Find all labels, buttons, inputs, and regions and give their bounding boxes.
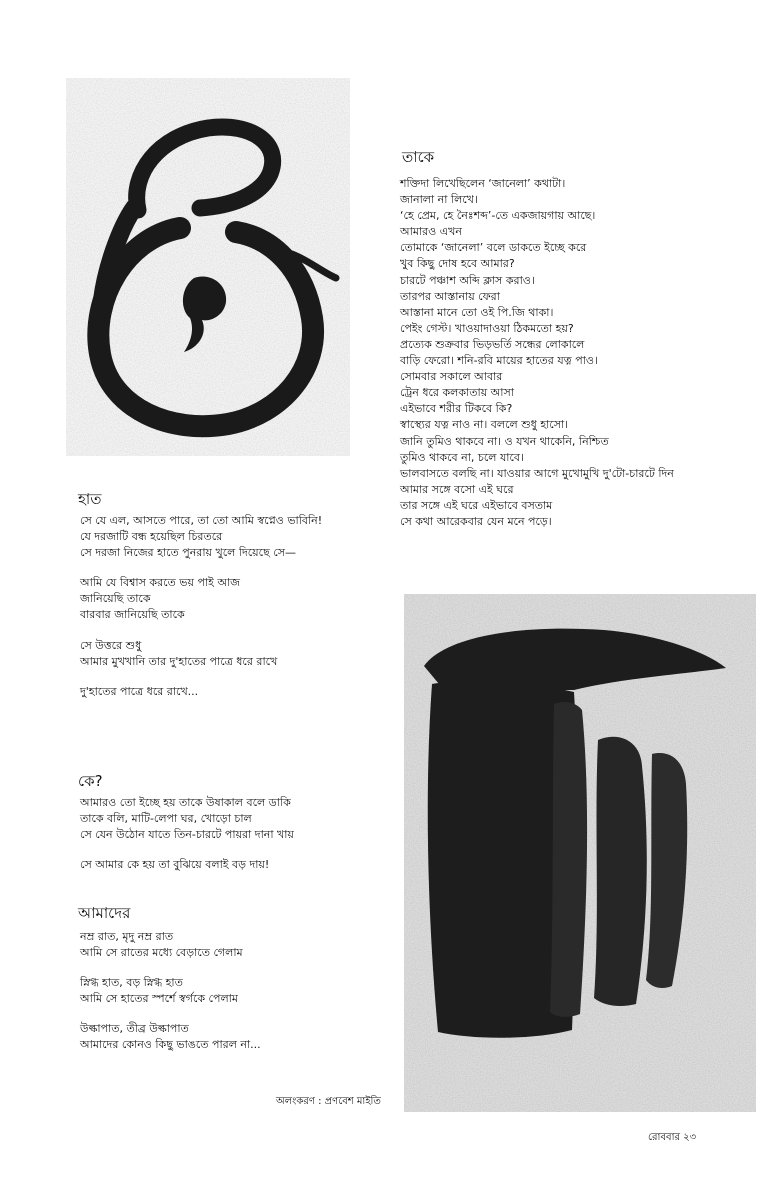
poem-line: উল্কাপাত, তীব্র উল্কাপাত	[80, 1022, 189, 1036]
poem-line: বাড়ি ফেরো। শনি-রবি মায়ের হাতের যত্ন পাও।	[400, 354, 598, 368]
poem-title-haat: হাত	[78, 490, 102, 508]
stanza-break	[80, 1007, 261, 1021]
poem-line: ‘হে প্রেম, হে নৈঃশব্দ’-তে একজায়গায় আছে।	[400, 209, 596, 223]
poem-line: আমার মুখখানি তার দু'হাতের পাত্রে ধরে রাখে	[80, 654, 278, 668]
poem-line: আমি যে বিশ্বাস করতে ভয় পাই আজ	[80, 576, 241, 590]
stanza-break	[80, 670, 322, 684]
poem-line: স্নিগ্ধ হাত, বড় স্নিগ্ধ হাত	[80, 976, 183, 990]
poem-line: জানিয়েছি তাকে	[80, 592, 151, 606]
poem-line: ভালবাসতে বলছি না। যাওয়ার আগে মুখোমুখি দু'টো-চারটে দিন	[400, 466, 674, 480]
ink-brush-strokes-icon	[404, 594, 756, 1112]
poem-line: প্রত্যেক শুক্রবার ভিড়ভর্তি সন্ধের লোকালে	[400, 337, 585, 351]
poem-line: শক্তিদা লিখেছিলেন ‘জানেলা’ কথাটা।	[400, 177, 566, 190]
poem-line: সে যেন উঠোন যাতে তিন-চারটে পায়রা দানা খায়	[80, 828, 294, 842]
poem-title-take: তাকে	[402, 148, 435, 166]
poem-line: বারবার জানিয়েছি তাকে	[80, 608, 185, 622]
poem-line: তারপর আস্তানায় ফেরা	[400, 289, 500, 303]
poem-line: সে দরজা নিজের হাতে পুনরায় খুলে দিয়েছে সে—	[80, 546, 296, 560]
poem-line: সোমবার সকালে আবার	[400, 370, 503, 384]
poem-line: স্বাস্থ্যের যত্ন নাও না। বললে শুধু হাসো।	[400, 418, 569, 432]
poem-body-haat	[80, 513, 322, 700]
poem-line: জানালা না লিখে।	[400, 193, 478, 207]
poem-title-ke: কে?	[78, 772, 103, 790]
poem-line: আমি সে হাতের স্পর্শে স্বর্গকে পেলাম	[80, 992, 238, 1006]
poem-line: জানি তুমিও থাকবে না। ও যখন থাকেনি, নিশ্চিত	[400, 434, 609, 448]
illustration-credit: অলংকরণ : প্রণবেশ মাইতি	[276, 1096, 381, 1107]
stanza-break	[80, 961, 261, 975]
poem-line: তোমাকে ‘জানেলা’ বলে ডাকতে ইচ্ছে করে	[400, 241, 587, 255]
poem-line: সে আমার কে হয় তা বুঝিয়ে বলাই বড় দায়!	[80, 858, 270, 872]
poem-body-amader	[80, 929, 261, 1054]
poem-line: আমাদের কোনও কিছু ভাঙতে পারল না...	[80, 1038, 261, 1052]
poem-line: তুমিও থাকবে না, চলে যাবে।	[400, 450, 524, 464]
ink-brush-illustration	[404, 594, 756, 1112]
poem-line: ট্রেন ধরে কলকাতায় আসা	[400, 386, 514, 400]
poem-line: নম্র রাত, মৃদু নম্র রাত	[80, 930, 174, 943]
poem-line: আমার সঙ্গে বসো এই ঘরে	[400, 482, 514, 496]
poem-line: তার সঙ্গে এই ঘরে এইভাবে বসতাম	[400, 498, 553, 512]
page-folio: রোববার ২৩	[648, 1132, 697, 1143]
poem-title-amader: আমাদের	[78, 904, 131, 922]
ink-calligraphy-letter-icon	[60, 78, 350, 456]
poem-line: চারটে পঞ্চাশ অব্দি ক্লাস করাও।	[400, 273, 535, 287]
poem-line: আমারও তো ইচ্ছে হয় তাকে উষাকাল বলে ডাকি	[80, 796, 291, 809]
poem-line: যে দরজাটি বন্ধ হয়েছিল চিরতরে	[80, 530, 223, 544]
poem-line: এইভাবে শরীর টিকবে কি?	[400, 402, 513, 416]
poem-line: আমারও এখন	[400, 225, 462, 239]
poem-body-ke	[80, 795, 294, 873]
poem-line: সে কথা আরেকবার যেন মনে পড়ে।	[400, 514, 552, 528]
poem-line: আমি সে রাতের মধ্যে বেড়াতে গেলাম	[80, 946, 243, 960]
poem-line: আস্তানা মানে তো ওই পি.জি থাকা।	[400, 305, 554, 319]
ink-calligraphy-illustration	[60, 78, 350, 456]
poem-line: দু'হাতের পাত্রে ধরে রাখে...	[80, 684, 199, 698]
poem-line: সে উত্তরে শুধু	[80, 638, 142, 652]
poem-line: পেইং গেস্ট। খাওয়াদাওয়া ঠিকমতো হয়?	[400, 321, 574, 335]
stanza-break	[80, 561, 322, 575]
stanza-break	[80, 624, 322, 638]
poem-body-take	[400, 176, 674, 530]
stanza-break	[80, 843, 294, 857]
poem-line: সে যে এল, আসতে পারে, তা তো আমি স্বপ্নেও ভাবিনি!	[80, 514, 323, 527]
poem-line: তাকে বলি, মাটি-লেপা ঘর, খোড়ো চাল	[80, 812, 252, 826]
poem-line: খুব কিছু দোষ হবে আমার?	[400, 257, 515, 271]
